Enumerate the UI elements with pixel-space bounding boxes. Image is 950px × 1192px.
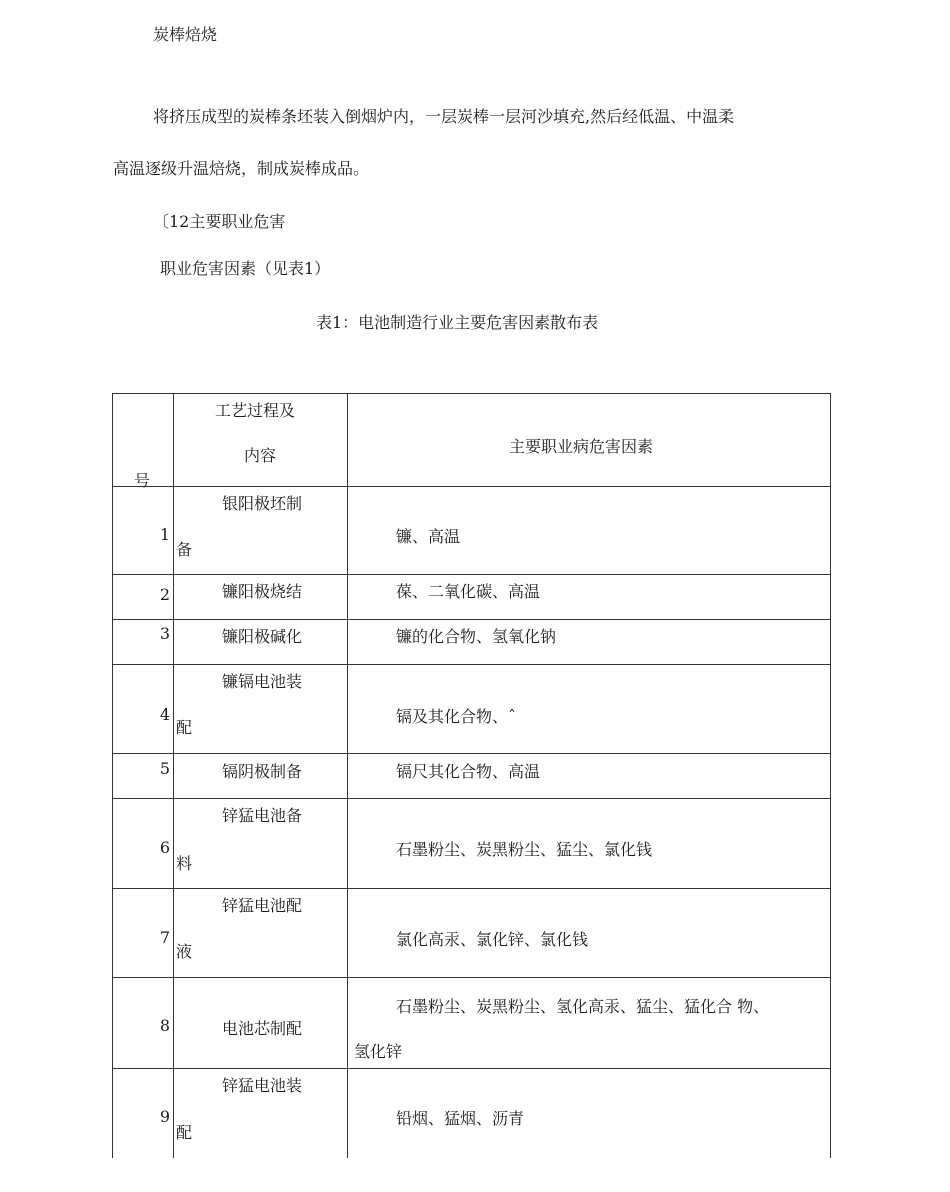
row-process-line1: 锌猛电池备 bbox=[222, 806, 303, 825]
paragraph-line-2: 高温逐级升温焙烧，制成炭棒成品。 bbox=[113, 159, 370, 178]
row-process-line2: 料 bbox=[176, 854, 193, 873]
row-process-line1: 镉阴极制备 bbox=[222, 762, 303, 781]
section-title: 炭棒焙烧 bbox=[153, 25, 218, 44]
row-hazards: 石墨粉尘、炭黑粉尘、氢化高汞、猛尘、猛化合 物、 bbox=[396, 997, 770, 1016]
row-process-line2: 液 bbox=[176, 942, 193, 961]
header-no: 号 bbox=[133, 471, 150, 490]
row-hazards: 镰的化合物、氢氧化钠 bbox=[396, 627, 557, 646]
row-no: 6 bbox=[159, 838, 170, 857]
paragraph-line-1: 将挤压成型的炭棒条坯装入倒烟炉内，一层炭棒一层河沙填充,然后经低温、中温柔 bbox=[153, 107, 735, 126]
row-no: 9 bbox=[159, 1107, 170, 1126]
table-row bbox=[113, 487, 831, 575]
factors-note: 职业危害因素（见表1） bbox=[160, 259, 331, 278]
row-hazards: 葆、二氧化碳、高温 bbox=[396, 582, 541, 601]
row-hazards-line2: 氢化锌 bbox=[354, 1042, 403, 1061]
row-no: 3 bbox=[159, 624, 170, 643]
row-hazards: 石墨粉尘、炭黑粉尘、猛尘、氯化钱 bbox=[396, 840, 653, 859]
header-process-line1: 工艺过程及 bbox=[215, 401, 296, 420]
row-no: 7 bbox=[159, 928, 170, 947]
row-hazards: 铅烟、猛烟、沥青 bbox=[396, 1109, 525, 1128]
row-process-line2: 配 bbox=[176, 1123, 193, 1142]
table-row bbox=[113, 978, 831, 1069]
row-process-line1: 镰阳极碱化 bbox=[222, 627, 303, 646]
row-hazards: 镉尺其化合物、高温 bbox=[396, 762, 541, 781]
header-no-cell bbox=[113, 394, 174, 490]
header-process-cell bbox=[174, 394, 348, 487]
row-no: 2 bbox=[159, 585, 170, 604]
row-process-line1: 锌猛电池装 bbox=[222, 1076, 303, 1095]
row-no: 5 bbox=[159, 759, 170, 778]
table-row bbox=[113, 575, 831, 620]
row-process-line2: 配 bbox=[176, 718, 193, 737]
table-header-row bbox=[113, 394, 831, 487]
row-process-line1: 电池芯制配 bbox=[222, 1019, 303, 1038]
table-row bbox=[113, 799, 831, 889]
row-process-line1: 银阳极坯制 bbox=[222, 494, 303, 513]
header-hazards: 主要职业病危害因素 bbox=[509, 437, 654, 456]
table-row bbox=[113, 620, 831, 665]
table-row bbox=[113, 889, 831, 978]
row-hazards: 镰、高温 bbox=[396, 527, 461, 546]
row-hazards: 氯化高汞、氯化锌、氯化钱 bbox=[396, 930, 589, 949]
header-hazards-cell bbox=[348, 394, 831, 487]
row-no: 4 bbox=[159, 705, 170, 724]
table-row bbox=[113, 665, 831, 754]
row-no: 8 bbox=[159, 1016, 170, 1035]
table-row bbox=[113, 754, 831, 799]
header-process-line2: 内容 bbox=[244, 446, 277, 465]
row-process-line1: 镰镉电池装 bbox=[222, 672, 303, 691]
row-no: 1 bbox=[159, 525, 170, 544]
table-caption: 表1：电池制造行业主要危害因素散布表 bbox=[316, 313, 599, 332]
subsection-heading: 〔12主要职业危害 bbox=[153, 212, 286, 231]
row-hazards: 镉及其化合物、ˆ bbox=[396, 707, 517, 726]
row-process-line1: 镰阳极烧结 bbox=[222, 582, 303, 601]
hazard-table bbox=[112, 393, 831, 1158]
table-row bbox=[113, 1069, 831, 1159]
row-process-line1: 锌猛电池配 bbox=[222, 896, 303, 915]
row-process-line2: 备 bbox=[176, 540, 193, 559]
